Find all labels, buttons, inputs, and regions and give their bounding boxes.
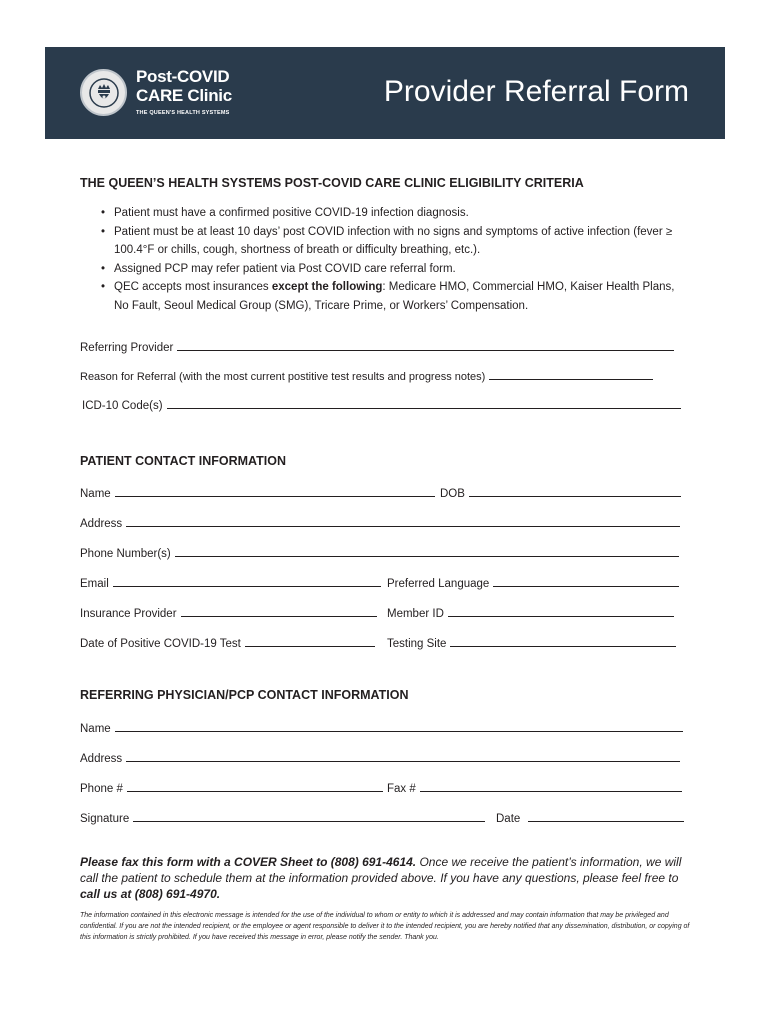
input-line[interactable] xyxy=(493,585,679,587)
date-field[interactable] xyxy=(496,813,684,825)
icd10-codes-field[interactable] xyxy=(82,400,681,412)
field-label: Address xyxy=(80,753,123,765)
input-line[interactable] xyxy=(175,555,679,557)
input-line[interactable] xyxy=(450,645,676,647)
physician-phone-field[interactable] xyxy=(80,783,383,795)
eligibility-item: • Patient must have a confirmed positive COVID-19 infection diagnosis. xyxy=(114,204,680,223)
field-label: Email xyxy=(80,578,109,590)
input-line[interactable] xyxy=(177,349,674,351)
field-label: Testing Site xyxy=(387,638,447,650)
input-line[interactable] xyxy=(245,645,375,647)
input-line[interactable] xyxy=(126,525,680,527)
eligibility-item-text: : Medicare HMO, Commercial HMO, Kaiser Health Plans, No Fault, Seoul Medical Group (SMG), Tricare Prime, or Workers’ Compensation. xyxy=(114,281,675,312)
eligibility-item: • Patient must be at least 10 days’ post COVID infection with no signs and symptoms of active infection (fever ≥ 100.4°F or chills, cough, shortness of breath or difficulty breathing, etc.). xyxy=(114,223,680,260)
input-line[interactable] xyxy=(113,585,381,587)
field-label: Phone Number(s) xyxy=(80,548,171,560)
eligibility-item: • Assigned PCP may refer patient via Post COVID care referral form. xyxy=(114,260,680,279)
testing-site-field[interactable] xyxy=(387,638,676,650)
field-label: Referring Provider xyxy=(80,342,174,354)
patient-phone-field[interactable] xyxy=(80,548,679,560)
field-label: Date of Positive COVID-19 Test xyxy=(80,638,241,650)
input-line[interactable] xyxy=(528,820,684,822)
physician-name-field[interactable] xyxy=(80,723,683,735)
referring-provider-field[interactable] xyxy=(80,342,674,354)
physician-address-field[interactable] xyxy=(80,753,680,765)
input-line[interactable] xyxy=(420,790,682,792)
input-line[interactable] xyxy=(181,615,377,617)
fax-instructions xyxy=(80,854,692,902)
signature-field[interactable] xyxy=(80,813,485,825)
patient-email-field[interactable] xyxy=(80,578,381,590)
eligibility-item xyxy=(114,278,680,315)
header-banner xyxy=(45,47,725,139)
eligibility-item-text: QEC accepts most insurances xyxy=(114,281,272,293)
field-label: Preferred Language xyxy=(387,578,490,590)
input-line[interactable] xyxy=(448,615,674,617)
brand-name-line1: Post-COVID xyxy=(136,67,230,86)
field-label: Phone # xyxy=(80,783,123,795)
queens-crest-icon xyxy=(88,77,120,109)
eligibility-item-emphasis: except the following xyxy=(271,281,383,293)
input-line[interactable] xyxy=(469,495,681,497)
preferred-language-field[interactable] xyxy=(387,578,679,590)
fax-number-text: Please fax this form with a COVER Sheet to (808) 691-4614. xyxy=(80,855,417,869)
reason-for-referral-field[interactable] xyxy=(80,371,653,383)
field-label: Fax # xyxy=(387,783,416,795)
patient-name-field[interactable] xyxy=(80,488,435,500)
brand-name-line2: CARE Clinic xyxy=(136,86,232,105)
field-label: Address xyxy=(80,518,123,530)
field-label: Signature xyxy=(80,813,130,825)
field-label: ICD-10 Code(s) xyxy=(82,400,163,412)
input-line[interactable] xyxy=(127,790,383,792)
field-label: DOB xyxy=(440,488,465,500)
page-title: Provider Referral Form xyxy=(383,75,689,108)
field-label: Member ID xyxy=(387,608,444,620)
confidentiality-disclaimer: The information contained in this electronic message is intended for the use of the individual to whom or entity to which it is addressed and may contain information that may be privileged and confidential. If you are not the intended recipient, or the employee or agent responsible to deliver it to the intended recipient, you are hereby notified that any dissemination, distribution, or copying of this information is strictly prohibited. If you have received this message in error, please notify the sender. Thank you. xyxy=(80,912,690,941)
insurance-provider-field[interactable] xyxy=(80,608,377,620)
physician-section-title: REFERRING PHYSICIAN/PCP CONTACT INFORMATION xyxy=(80,688,409,702)
date-positive-test-field[interactable] xyxy=(80,638,375,650)
field-label: Date xyxy=(496,813,521,825)
field-label: Name xyxy=(80,488,111,500)
eligibility-title: THE QUEEN’S HEALTH SYSTEMS POST-COVID CARE CLINIC ELIGIBILITY CRITERIA xyxy=(80,176,584,190)
physician-fax-field[interactable] xyxy=(387,783,682,795)
fax-instructions-text: Once we receive the patient’s information, we will call the patient to schedule them at the information provided above. If you have any questions, please feel free to xyxy=(80,855,682,885)
input-line[interactable] xyxy=(115,730,683,732)
eligibility-list xyxy=(80,204,680,315)
input-line[interactable] xyxy=(133,820,485,822)
member-id-field[interactable] xyxy=(387,608,674,620)
field-label: Name xyxy=(80,723,111,735)
input-line[interactable] xyxy=(167,407,681,409)
patient-dob-field[interactable] xyxy=(440,488,681,500)
call-number-text: call us at (808) 691-4970. xyxy=(80,887,221,901)
patient-section-title: PATIENT CONTACT INFORMATION xyxy=(80,454,286,468)
field-label: Insurance Provider xyxy=(80,608,177,620)
field-label: Reason for Referral (with the most current postitive test results and progress notes) xyxy=(80,371,486,383)
logo xyxy=(80,69,127,116)
input-line[interactable] xyxy=(115,495,435,497)
brand-subtitle: THE QUEEN'S HEALTH SYSTEMS xyxy=(136,110,230,116)
input-line[interactable] xyxy=(489,378,653,380)
input-line[interactable] xyxy=(126,760,680,762)
patient-address-field[interactable] xyxy=(80,518,680,530)
